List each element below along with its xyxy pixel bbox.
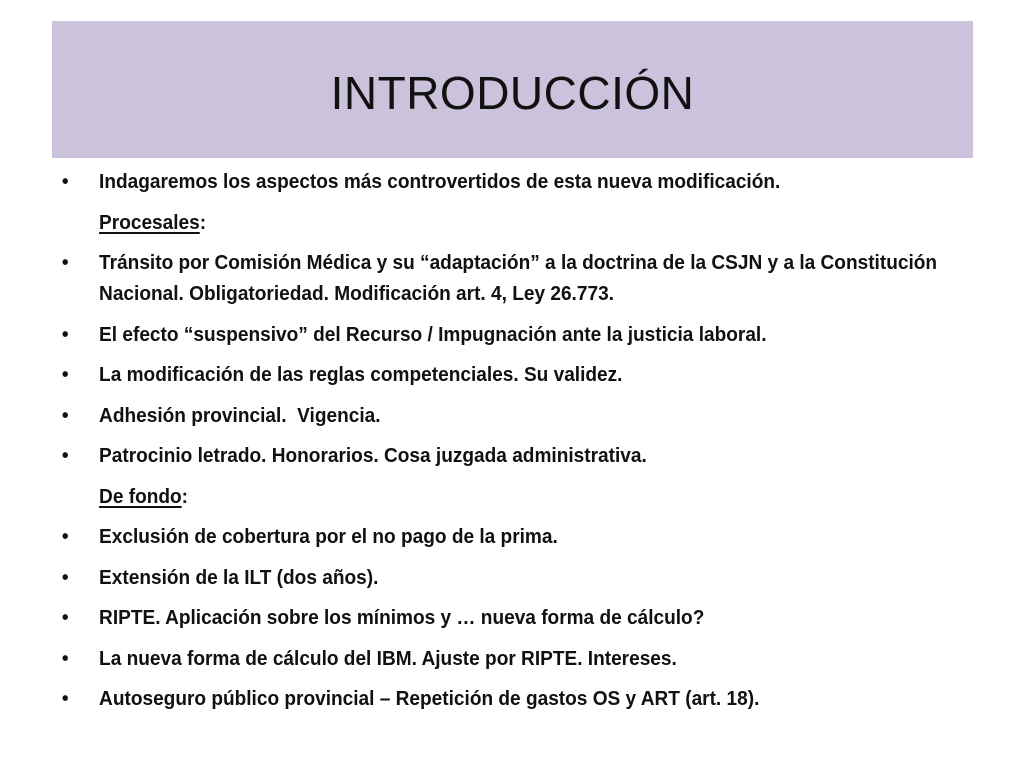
bullet-dot-icon: • bbox=[61, 646, 69, 670]
bullet-item bbox=[60, 683, 997, 714]
bullet-text: La modificación de las reglas competenciales. Su validez. bbox=[99, 363, 623, 386]
bullet-dot-icon: • bbox=[61, 251, 69, 274]
bullet-item bbox=[60, 643, 997, 674]
bullet-text: RIPTE. Aplicación sobre los mínimos y … nueva forma de cálculo? bbox=[99, 606, 705, 629]
section-heading-colon: : bbox=[181, 484, 189, 508]
section-heading-de-fondo bbox=[60, 481, 997, 512]
bullet-text: La nueva forma de cálculo del IBM. Ajuste por RIPTE. Intereses. bbox=[99, 646, 677, 670]
bullet-text: Patrocinio letrado. Honorarios. Cosa juzgada administrativa. bbox=[99, 444, 647, 467]
bullet-text: Tránsito por Comisión Médica y su “adaptación” a la doctrina de la CSJN y a la Constitución Nacional. Obligatoriedad. Modificación art. 4, Ley 26.773. bbox=[99, 251, 938, 305]
bullet-item bbox=[60, 521, 997, 552]
bullet-dot-icon: • bbox=[61, 687, 69, 710]
bullet-dot-icon: • bbox=[61, 363, 69, 386]
bullet-item bbox=[60, 319, 997, 350]
bullet-dot-icon: • bbox=[61, 525, 69, 548]
bullet-dot-icon: • bbox=[61, 565, 69, 589]
section-heading-label: De fondo bbox=[99, 484, 182, 508]
bullet-dot-icon: • bbox=[61, 170, 69, 193]
bullet-text: Extensión de la ILT (dos años). bbox=[99, 565, 379, 589]
slide-title: INTRODUCCIÓN bbox=[330, 66, 695, 119]
section-heading-label: Procesales bbox=[99, 210, 200, 234]
bullet-item bbox=[60, 562, 997, 593]
bullet-item bbox=[60, 440, 997, 471]
bullet-item bbox=[60, 166, 997, 197]
bullet-text: Indagaremos los aspectos más controvertidos de esta nueva modificación. bbox=[99, 170, 781, 193]
bullet-item bbox=[60, 359, 997, 390]
bullet-item bbox=[60, 602, 997, 633]
bullet-dot-icon: • bbox=[61, 444, 69, 467]
bullet-list bbox=[60, 166, 938, 724]
bullet-text: Exclusión de cobertura por el no pago de la prima. bbox=[99, 525, 558, 548]
bullet-text: Autoseguro público provincial – Repetición de gastos OS y ART (art. 18). bbox=[99, 687, 760, 710]
bullet-text: Adhesión provincial. Vigencia. bbox=[99, 403, 381, 427]
bullet-dot-icon: • bbox=[61, 403, 69, 427]
section-heading-procesales bbox=[60, 207, 997, 238]
bullet-item bbox=[60, 247, 997, 309]
bullet-text: El efecto “suspensivo” del Recurso / Impugnación ante la justicia laboral. bbox=[99, 322, 767, 346]
bullet-dot-icon: • bbox=[61, 322, 69, 346]
title-banner bbox=[52, 21, 973, 158]
section-heading-colon: : bbox=[199, 210, 207, 234]
bullet-item bbox=[60, 400, 997, 431]
bullet-dot-icon: • bbox=[61, 606, 69, 629]
